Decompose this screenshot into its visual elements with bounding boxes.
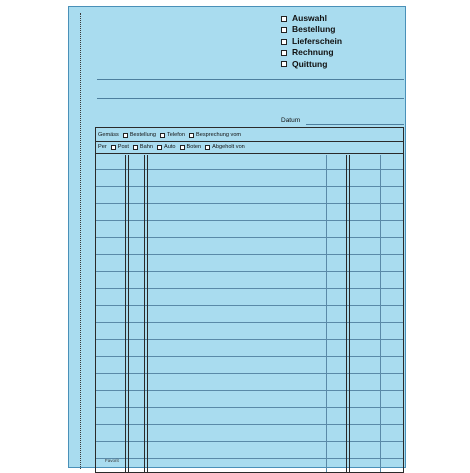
table-row[interactable] — [96, 186, 403, 187]
table-row[interactable] — [96, 424, 403, 425]
table-row[interactable] — [96, 254, 403, 255]
datum-label: Datum — [281, 117, 301, 124]
address-line-1[interactable] — [97, 79, 404, 80]
table-row[interactable] — [96, 237, 403, 238]
column-divider — [326, 155, 327, 472]
checkbox[interactable] — [111, 145, 116, 150]
option-lieferschein[interactable] — [281, 36, 342, 47]
address-line-2[interactable] — [97, 98, 404, 99]
header-divider — [96, 153, 403, 154]
table-row[interactable] — [96, 305, 403, 306]
column-divider — [147, 155, 148, 472]
gemass-item-besprechung: Besprechung vom — [196, 132, 242, 138]
column-divider — [380, 155, 381, 472]
table-row[interactable] — [96, 203, 403, 204]
checkbox[interactable] — [281, 39, 287, 45]
table-row[interactable] — [96, 322, 403, 323]
table-row[interactable] — [96, 407, 403, 408]
checkbox[interactable] — [123, 133, 128, 138]
gemass-label: Gemäss — [98, 132, 119, 138]
table-row[interactable] — [96, 373, 403, 374]
table-row[interactable] — [96, 441, 403, 442]
column-divider — [125, 155, 126, 472]
checkbox[interactable] — [205, 145, 210, 150]
per-item-boten: Boten — [186, 144, 202, 150]
option-bestellung[interactable] — [281, 24, 342, 35]
datum-field[interactable] — [306, 124, 404, 125]
option-label: Auswahl — [292, 13, 327, 23]
column-divider — [349, 155, 350, 472]
table-row[interactable] — [96, 339, 403, 340]
document-type-options — [281, 13, 342, 70]
table-row[interactable] — [96, 356, 403, 357]
items-table — [95, 127, 404, 473]
gemass-item-telefon: Telefon — [166, 132, 185, 138]
checkbox[interactable] — [133, 145, 138, 150]
checkbox[interactable] — [281, 27, 287, 33]
checkbox[interactable] — [160, 133, 165, 138]
table-row[interactable] — [96, 458, 403, 459]
gemass-row — [98, 130, 403, 140]
checkbox[interactable] — [281, 61, 287, 67]
table-row[interactable] — [96, 390, 403, 391]
option-label: Lieferschein — [292, 35, 343, 46]
checkbox[interactable] — [281, 16, 287, 22]
per-item-bahn: Bahn — [139, 144, 153, 150]
option-label: Bestellung — [292, 24, 336, 35]
option-quittung[interactable] — [281, 59, 342, 70]
per-label: Per — [98, 144, 107, 150]
per-item-post: Post — [117, 144, 129, 150]
option-auswahl[interactable] — [281, 13, 342, 24]
form-sheet — [68, 6, 406, 468]
checkbox[interactable] — [157, 145, 162, 150]
per-item-abgeholt: Abgeholt von — [212, 144, 245, 150]
column-divider — [144, 155, 145, 472]
option-label: Rechnung — [292, 47, 334, 58]
per-item-auto: Auto — [164, 144, 176, 150]
checkbox[interactable] — [281, 50, 287, 56]
checkbox[interactable] — [189, 133, 194, 138]
footer-code: Favorit — [105, 458, 119, 463]
column-divider — [128, 155, 129, 472]
option-label: Quittung — [292, 58, 328, 69]
table-row[interactable] — [96, 288, 403, 289]
column-divider — [346, 155, 347, 472]
checkbox[interactable] — [180, 145, 185, 150]
table-row[interactable] — [96, 271, 403, 272]
per-row — [98, 142, 403, 152]
table-row[interactable] — [96, 169, 403, 170]
table-row[interactable] — [96, 220, 403, 221]
option-rechnung[interactable] — [281, 47, 342, 58]
perforation-line — [80, 13, 81, 469]
gemass-item-bestellung: Bestellung — [129, 132, 156, 138]
